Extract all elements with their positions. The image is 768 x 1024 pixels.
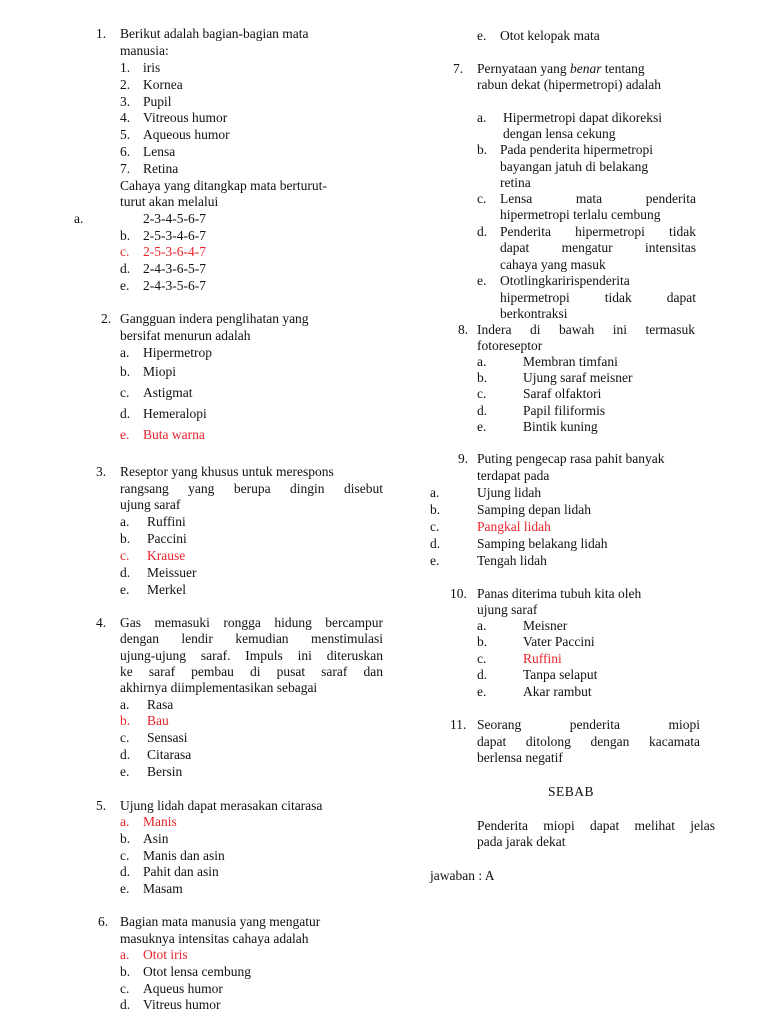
question-stem-line: ujung-ujung saraf. Impuls ini diteruskan <box>120 648 383 663</box>
correct-answer: 2-5-3-6-4-7 <box>143 244 206 259</box>
option-text: Citarasa <box>147 747 192 762</box>
option-text-line: Penderita hipermetropi tidak <box>500 224 696 239</box>
option-text: Saraf olfaktori <box>523 386 602 401</box>
option-text-line: Hipermetropi dapat dikoreksi <box>503 110 662 125</box>
option-letter: b. <box>120 831 131 846</box>
option-letter: b. <box>120 228 131 243</box>
option-letter: c. <box>120 730 130 745</box>
option-text: Masam <box>143 881 183 896</box>
question-stem-line: akhirnya diimplementasikan sebagai <box>120 680 318 695</box>
option-text: Meisner <box>523 618 568 633</box>
correct-answer: Buta warna <box>143 427 205 442</box>
question-stem-line: Ujung lidah dapat merasakan citarasa <box>120 798 323 813</box>
question-number: 7. <box>453 61 464 76</box>
option-letter: d. <box>430 536 441 551</box>
option-letter: a. <box>120 514 130 529</box>
stem-text: Pernyataan yang <box>477 61 570 76</box>
option-text-line: berkontraksi <box>500 306 568 321</box>
option-text: 2-4-3-5-6-7 <box>143 278 206 293</box>
sebab-connector: SEBAB <box>548 784 595 799</box>
reason-line: pada jarak dekat <box>477 834 566 849</box>
stem-text: Reseptor yang khusus untuk merespons <box>120 464 334 479</box>
option-letter: b. <box>477 634 488 649</box>
question-stem-line: dengan lendir kemudian menstimulasi <box>120 631 383 646</box>
option-letter: b. <box>477 370 488 385</box>
question-stem-line: fotoreseptor <box>477 338 543 353</box>
option-text: Pahit dan asin <box>143 864 219 879</box>
option-text: Meissuer <box>147 565 197 580</box>
question-stem-line: Puting pengecap rasa pahit banyak <box>477 451 665 466</box>
list-number: 7. <box>120 161 131 176</box>
option-letter: a. <box>477 110 487 125</box>
list-number: 1. <box>120 60 131 75</box>
question-number: 11. <box>450 717 467 732</box>
question-stem-line: Indera di bawah ini termasuk <box>477 322 695 337</box>
option-letter: e. <box>477 419 487 434</box>
option-text-line: dengan lensa cekung <box>503 126 616 141</box>
question-stem-line: ujung saraf <box>120 497 181 512</box>
option-letter: a. <box>120 697 130 712</box>
option-letter: d. <box>120 565 131 580</box>
option-text: Ruffini <box>147 514 186 529</box>
option-letter: b. <box>430 502 441 517</box>
option-text: Membran timfani <box>523 354 618 369</box>
option-letter: c. <box>120 981 130 996</box>
question-stem-line: terdapat pada <box>477 468 550 483</box>
question-number: 8. <box>458 322 469 337</box>
option-letter: e. <box>120 278 130 293</box>
option-text: Hipermetrop <box>143 345 212 360</box>
emphasis-text: benar <box>569 61 602 76</box>
question-stem-line: Cahaya yang ditangkap mata berturut- <box>120 178 327 193</box>
option-text: Hemeralopi <box>143 406 207 421</box>
option-text: Tanpa selaput <box>523 667 598 682</box>
option-text-line: hipermetropi terlalu cembung <box>500 207 661 222</box>
question-number: 4. <box>96 615 107 630</box>
option-letter: d. <box>120 261 131 276</box>
option-text: Paccini <box>147 531 187 546</box>
list-item: Retina <box>143 161 179 176</box>
question-stem-line <box>477 61 645 78</box>
list-item: iris <box>143 60 161 75</box>
option-text: Rasa <box>147 697 174 712</box>
option-text: 2-5-3-4-6-7 <box>143 228 206 243</box>
question-stem-line: Gangguan indera penglihatan yang <box>120 311 309 326</box>
option-letter: c. <box>477 386 487 401</box>
list-item: Aqueous humor <box>143 127 230 142</box>
question-number: 5. <box>96 798 107 813</box>
option-text-line: Ototlingkaririspenderita <box>500 273 630 288</box>
correct-answer: Otot iris <box>143 947 188 962</box>
option-text: Samping belakang lidah <box>477 536 608 551</box>
question-stem-line: rabun dekat (hipermetropi) adalah <box>477 77 662 92</box>
option-letter: a. <box>120 814 130 829</box>
option-letter: b. <box>120 364 131 379</box>
option-letter: d. <box>120 747 131 762</box>
option-text-line: Lensa mata penderita <box>500 191 696 206</box>
question-stem-line: turut akan melalui <box>120 194 219 209</box>
question-stem-line: Berikut adalah bagian-bagian mata <box>120 26 309 41</box>
option-letter: c. <box>120 244 130 259</box>
option-text: Papil filiformis <box>523 403 606 418</box>
list-number: 6. <box>120 144 131 159</box>
option-letter: d. <box>477 667 488 682</box>
option-letter: c. <box>120 548 130 563</box>
list-item: Lensa <box>143 144 176 159</box>
correct-answer: Manis <box>143 814 177 829</box>
option-text: Astigmat <box>143 385 193 400</box>
option-letter: e. <box>120 582 130 597</box>
option-letter: c. <box>477 191 487 206</box>
option-letter: e. <box>477 273 487 288</box>
answer-key: jawaban : A <box>430 868 495 883</box>
question-number: 10. <box>450 586 467 601</box>
list-number: 3. <box>120 94 131 109</box>
question-stem-line: manusia: <box>120 43 169 58</box>
option-text: Vater Paccini <box>523 634 595 649</box>
option-text: Manis dan asin <box>143 848 225 863</box>
question-stem-line: Gas memasuki rongga hidung bercampur <box>120 615 383 630</box>
option-letter: c. <box>430 519 440 534</box>
question-stem-line: Bagian mata manusia yang mengatur <box>120 914 321 929</box>
option-text: Merkel <box>147 582 186 597</box>
list-number: 4. <box>120 110 131 125</box>
option-letter: e. <box>477 28 487 43</box>
correct-answer: Bau <box>147 713 169 728</box>
question-number: 3. <box>96 464 107 479</box>
option-text: Bintik kuning <box>523 419 598 434</box>
question-number: 1. <box>96 26 107 41</box>
question-stem-line: dapat ditolong dengan kacamata <box>477 734 700 749</box>
question-stem-line: bersifat menurun adalah <box>120 328 251 343</box>
stem-text: tentang <box>601 61 645 76</box>
option-letter: b. <box>120 964 131 979</box>
option-text: Ujung lidah <box>477 485 542 500</box>
option-letter: d. <box>120 997 131 1012</box>
option-letter: e. <box>120 764 130 779</box>
list-number: 5. <box>120 127 131 142</box>
option-letter: b. <box>477 142 488 157</box>
option-text: Bersin <box>147 764 183 779</box>
option-letter: c. <box>120 848 130 863</box>
option-text: 2-4-3-6-5-7 <box>143 261 206 276</box>
option-text-line: Pada penderita hipermetropi <box>500 142 653 157</box>
option-text: Tengah lidah <box>477 553 547 568</box>
option-letter: c. <box>477 651 487 666</box>
option-letter: a. <box>74 211 84 226</box>
question-stem-line: masuknya intensitas cahaya adalah <box>120 931 309 946</box>
question-stem-line: Seorang penderita miopi <box>477 717 700 732</box>
list-number: 2. <box>120 77 131 92</box>
option-text: Sensasi <box>147 730 188 745</box>
option-letter: a. <box>477 354 487 369</box>
question-number: 6. <box>98 914 109 929</box>
option-text: Akar rambut <box>523 684 592 699</box>
option-letter: e. <box>120 427 130 442</box>
option-letter: e. <box>430 553 440 568</box>
reason-line: Penderita miopi dapat melihat jelas <box>477 818 715 833</box>
option-letter: b. <box>120 531 131 546</box>
list-item: Vitreous humor <box>143 110 228 125</box>
option-text-line: bayangan jatuh di belakang <box>500 159 649 174</box>
option-text-line: cahaya yang masuk <box>500 257 606 272</box>
question-number: 9. <box>458 451 469 466</box>
option-letter: c. <box>120 385 130 400</box>
question-stem-line: berlensa negatif <box>477 750 563 765</box>
option-letter: d. <box>477 224 488 239</box>
question-stem-line: ujung saraf <box>477 602 538 617</box>
option-letter: a. <box>120 947 130 962</box>
option-letter: a. <box>477 618 487 633</box>
option-letter: d. <box>477 403 488 418</box>
question-stem-line <box>120 464 383 481</box>
correct-answer: Krause <box>147 548 186 563</box>
question-stem-line: rangsang yang berupa dingin disebut <box>120 481 383 496</box>
option-letter: b. <box>120 713 131 728</box>
option-text: Asin <box>143 831 169 846</box>
option-text: 2-3-4-5-6-7 <box>143 211 206 226</box>
correct-answer: Ruffini <box>523 651 562 666</box>
list-item: Pupil <box>143 94 172 109</box>
option-letter: a. <box>120 345 130 360</box>
option-letter: e. <box>477 684 487 699</box>
option-letter: d. <box>120 406 131 421</box>
correct-answer: Pangkal lidah <box>477 519 551 534</box>
option-text: Samping depan lidah <box>477 502 591 517</box>
option-text: Aqueus humor <box>143 981 223 996</box>
option-text: Vitreus humor <box>143 997 221 1012</box>
option-text-line: retina <box>500 175 531 190</box>
question-stem-line: Panas diterima tubuh kita oleh <box>477 586 642 601</box>
option-text-line: dapat mengatur intensitas <box>500 240 696 255</box>
list-item: Kornea <box>143 77 183 92</box>
question-stem-line: ke saraf pembau di pusat saraf dan <box>120 664 383 679</box>
option-text: Otot lensa cembung <box>143 964 251 979</box>
option-letter: a. <box>430 485 440 500</box>
option-text: Miopi <box>143 364 177 379</box>
option-letter: e. <box>120 881 130 896</box>
option-text-line: hipermetropi tidak dapat <box>500 290 696 305</box>
option-text: Otot kelopak mata <box>500 28 600 43</box>
question-number: 2. <box>101 311 112 326</box>
option-text: Ujung saraf meisner <box>523 370 633 385</box>
option-letter: d. <box>120 864 131 879</box>
